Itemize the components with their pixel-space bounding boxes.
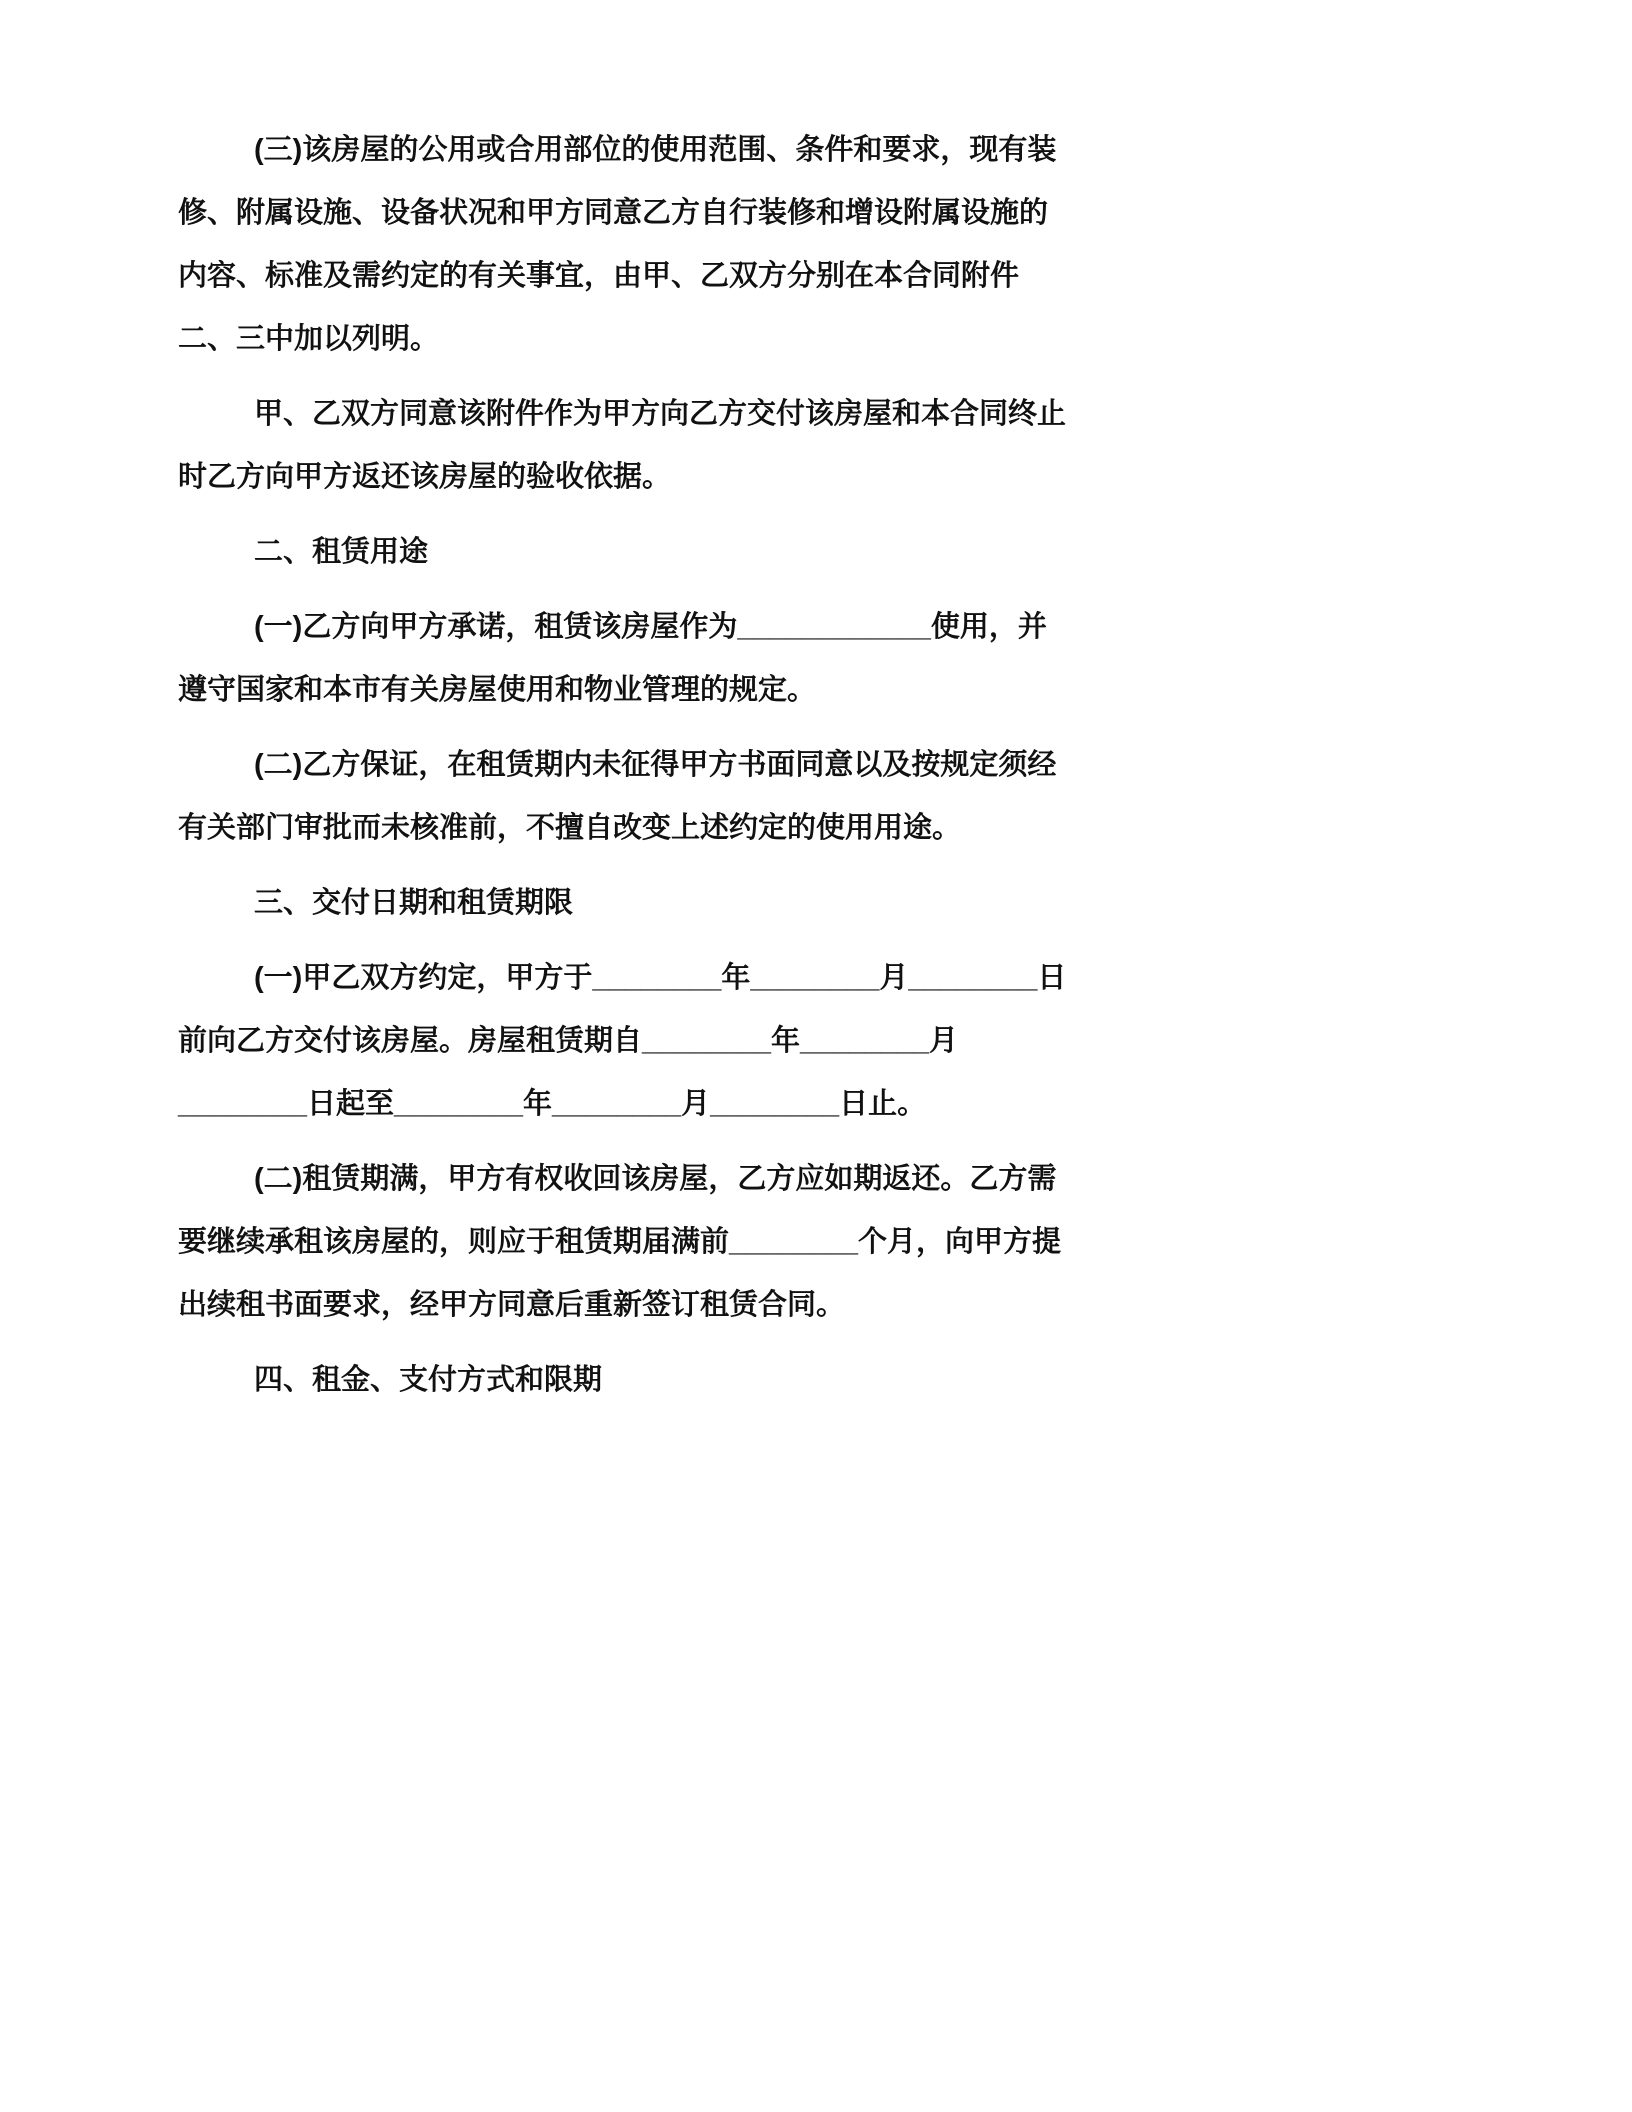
section-heading: 二、租赁用途: [254, 536, 429, 568]
clause-paragraph: (二)租赁期满，甲方有权收回该房屋，乙方应如期返还。乙方需要继续承租该房屋的，则应于租赁期届满前________个月，向甲方提出续租书面要求，经甲方同意后重新签订租赁合同。: [178, 1163, 1062, 1321]
section-heading: 三、交付日期和租赁期限: [254, 887, 574, 919]
clause-paragraph: 甲、乙双方同意该附件作为甲方向乙方交付该房屋和本合同终止时乙方向甲方返还该房屋的验收依据。: [178, 398, 1067, 493]
clause-paragraph: (一)甲乙双方约定，甲方于________年________月________日前向乙方交付该房屋。房屋租赁期自________年________月________日起至________年________月________日止。: [178, 962, 1067, 1120]
document-body: [178, 119, 1068, 1412]
section-heading: 四、租金、支付方式和限期: [254, 1364, 603, 1396]
clause-paragraph: (一)乙方向甲方承诺，租赁该房屋作为____________使用，并遵守国家和本市有关房屋使用和物业管理的规定。: [178, 611, 1047, 706]
clause-paragraph: (三)该房屋的公用或合用部位的使用范围、条件和要求，现有装修、附属设施、设备状况和甲方同意乙方自行装修和增设附属设施的内容、标准及需约定的有关事宜，由甲、乙双方分别在本合同附件二、三中加以列明。: [178, 134, 1057, 355]
clause-paragraph: (二)乙方保证，在租赁期内未征得甲方书面同意以及按规定须经有关部门审批而未核准前，不擅自改变上述约定的使用用途。: [178, 749, 1057, 844]
